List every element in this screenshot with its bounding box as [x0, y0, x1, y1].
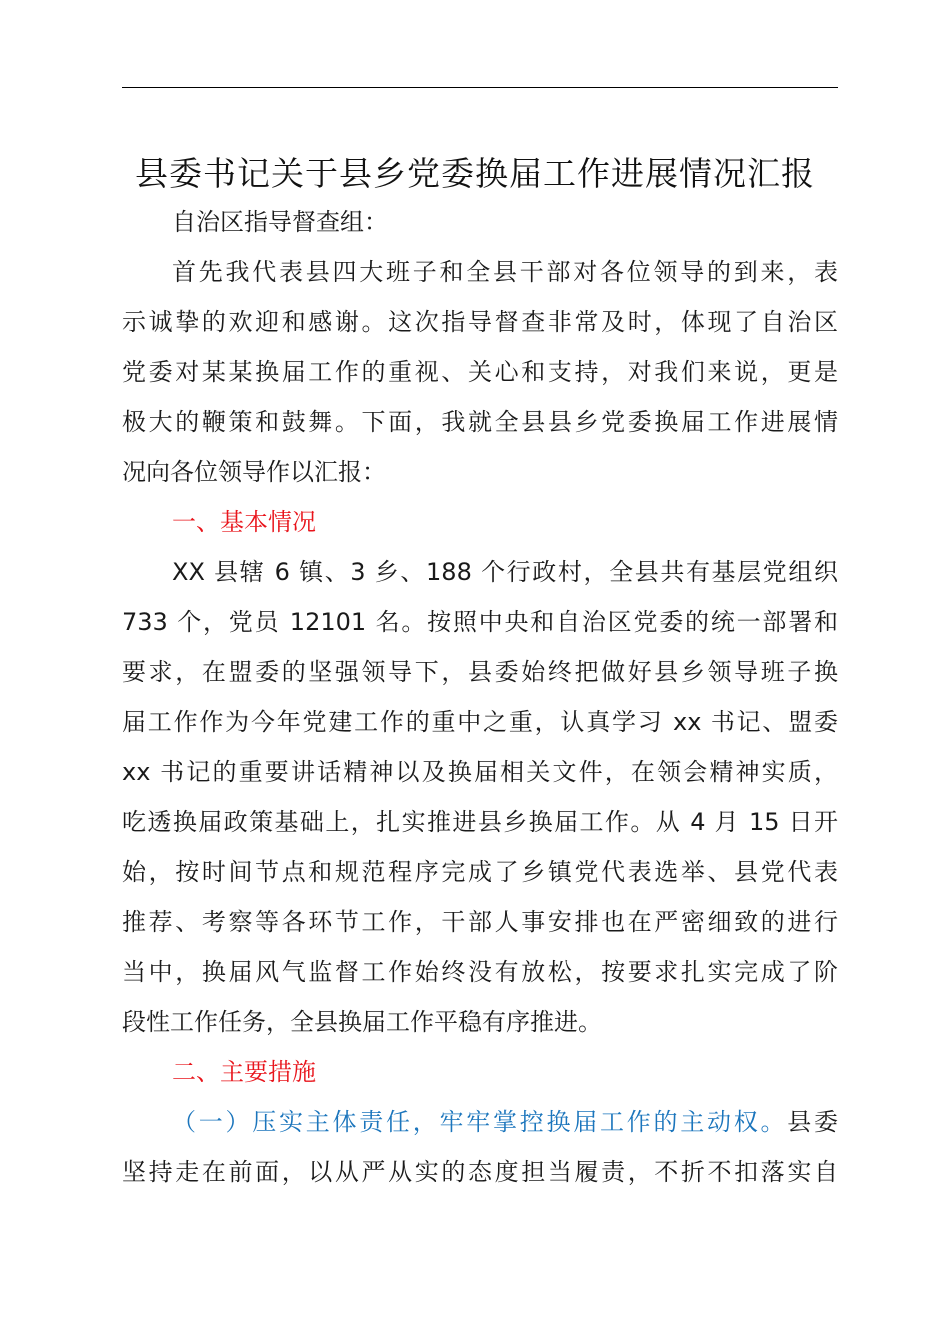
subsection1-line-1 [172, 1097, 838, 1147]
intro-line-2: 示诚挚的欢迎和感谢。这次指导督查非常及时，体现了自治区 [122, 308, 838, 336]
section1-line-2: 733 个，党员 12101 名。按照中央和自治区党委的统一部署和 [122, 608, 838, 636]
subsection1-heading: （一）压实主体责任，牢牢掌控换届工作的主动权。 [172, 1108, 788, 1136]
section1-line-3: 要求，在盟委的坚强领导下，县委始终把做好县乡领导班子换 [122, 658, 838, 686]
salutation: 自治区指导督查组： [172, 208, 388, 236]
section1-line-10: 段性工作任务，全县换届工作平稳有序推进。 [122, 1008, 602, 1036]
section1-line-1: XX 县辖 6 镇、3 乡、188 个行政村，全县共有基层党组织 [172, 558, 838, 586]
section1-line-5: xx 书记的重要讲话精神以及换届相关文件，在领会精神实质， [122, 758, 838, 786]
section2-heading: 二、主要措施 [172, 1058, 316, 1086]
section1-line-9: 当中，换届风气监督工作始终没有放松，按要求扎实完成了阶 [122, 958, 838, 986]
subsection1-line-2: 坚持走在前面，以从严从实的态度担当履责，不折不扣落实自 [122, 1158, 838, 1186]
section1-line-4: 届工作作为今年党建工作的重中之重，认真学习 xx 书记、盟委 [122, 708, 838, 736]
header-rule [122, 87, 838, 88]
intro-line-3: 党委对某某换届工作的重视、关心和支持，对我们来说，更是 [122, 358, 838, 386]
intro-line-1: 首先我代表县四大班子和全县干部对各位领导的到来，表 [172, 258, 838, 286]
intro-line-4: 极大的鞭策和鼓舞。下面，我就全县县乡党委换届工作进展情 [122, 408, 838, 436]
section1-line-8: 推荐、考察等各环节工作，干部人事安排也在严密细致的进行 [122, 908, 838, 936]
document-title: 县委书记关于县乡党委换届工作进展情况汇报 [135, 154, 815, 193]
section1-heading: 一、基本情况 [172, 508, 316, 536]
section1-line-7: 始，按时间节点和规范程序完成了乡镇党代表选举、县党代表 [122, 858, 838, 886]
subsection1-text-start: 县委 [787, 1108, 838, 1136]
intro-line-5: 况向各位领导作以汇报： [122, 458, 386, 486]
section1-line-6: 吃透换届政策基础上，扎实推进县乡换届工作。从 4 月 15 日开 [122, 808, 838, 836]
